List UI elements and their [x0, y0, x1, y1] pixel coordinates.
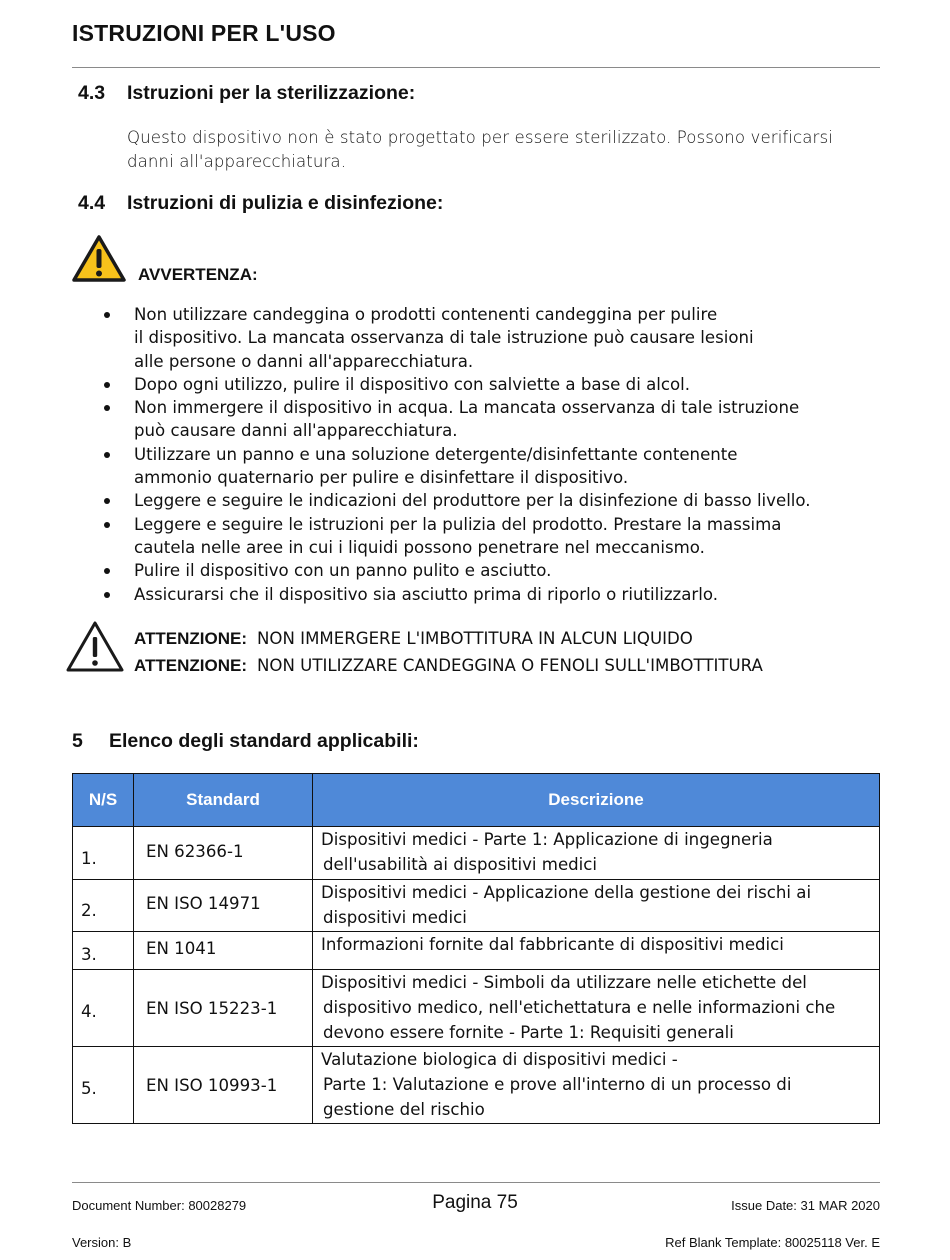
section-5-title: Elenco degli standard applicabili: [109, 730, 419, 752]
caution-text: NON IMMERGERE L'IMBOTTITURA IN ALCUN LIQUIDO [257, 629, 693, 648]
column-header-standard: Standard [134, 774, 313, 827]
list-item [104, 559, 879, 582]
section-5-number: 5 [72, 730, 83, 752]
ns-cell: 3. [73, 932, 134, 970]
standard-cell: EN ISO 14971 [134, 880, 313, 932]
description-cell [313, 970, 880, 1047]
list-item-line: cautela nelle aree in cui i liquidi possono penetrare nel meccanismo. [134, 537, 705, 557]
list-item-line: Non immergere il dispositivo in acqua. La mancata osservanza di tale istruzione [134, 398, 800, 418]
description-line: gestione del rischio [323, 1100, 485, 1119]
standard-cell: EN ISO 10993-1 [134, 1047, 313, 1124]
column-header-description: Descrizione [313, 774, 880, 827]
description-cell [313, 880, 880, 932]
bullet-icon [104, 498, 110, 504]
list-item-line: Non utilizzare candeggina o prodotti contenenti candeggina per pulire [134, 305, 718, 324]
description-line: Dispositivi medici - Applicazione della gestione dei rischi ai [321, 883, 812, 902]
description-cell [313, 932, 880, 970]
section-4-3-title: Istruzioni per la sterilizzazione: [127, 82, 416, 104]
column-header-ns: N/S [73, 774, 134, 827]
document-title: ISTRUZIONI PER L'USO [72, 20, 336, 46]
bullet-icon [104, 382, 110, 388]
ns-cell: 2. [73, 880, 134, 932]
table-row [73, 970, 880, 1047]
ns-cell: 1. [73, 827, 134, 880]
bullet-icon [104, 405, 110, 411]
description-line: dell'usabilità ai dispositivi medici [323, 855, 598, 874]
table-row [73, 1047, 880, 1124]
section-4-4-number: 4.4 [78, 192, 106, 214]
issue-date: Issue Date: 31 MAR 2020 [731, 1198, 880, 1213]
caution-triangle-outline-icon [65, 620, 125, 674]
list-item-line: il dispositivo. La mancata osservanza di tale istruzione può causare lesioni [134, 328, 754, 348]
list-item [104, 583, 879, 606]
description-line: Informazioni fornite dal fabbricante di dispositivi medici [321, 935, 784, 954]
description-cell [313, 1047, 880, 1124]
description-line: Valutazione biologica di dispositivi medici - [321, 1050, 678, 1069]
table-row [73, 880, 880, 932]
table-header-row [73, 774, 880, 827]
list-item-line: può causare danni all'apparecchiatura. [134, 421, 458, 441]
list-item-line: Dopo ogni utilizzo, pulire il dispositivo con salviette a base di alcol. [134, 374, 691, 394]
list-item-line: ammonio quaternario per pulire e disinfettare il dispositivo. [134, 468, 629, 488]
list-item-line: Leggere e seguire le indicazioni del produttore per la disinfezione di basso livello. [134, 491, 811, 511]
caution-label: ATTENZIONE: [134, 656, 248, 675]
description-cell [313, 827, 880, 880]
list-item [104, 513, 879, 560]
description-line: devono essere fornite - Parte 1: Requisiti generali [323, 1023, 734, 1042]
bullet-icon [104, 452, 110, 458]
description-line: dispositivo medico, nell'etichettatura e nelle informazioni che [323, 998, 836, 1017]
section-4-3-line: Questo dispositivo non è stato progettato per essere sterilizzato. Possono verificarsi [127, 128, 833, 147]
caution-row [134, 656, 763, 676]
footer-divider [72, 1182, 880, 1183]
section-4-3-number: 4.3 [78, 82, 106, 104]
caution-row [134, 629, 693, 649]
list-item-line: Utilizzare un panno e una soluzione detergente/disinfettante contenente [134, 444, 738, 464]
header-divider [72, 67, 880, 68]
description-line: Parte 1: Valutazione e prove all'interno di un processo di [323, 1075, 792, 1094]
bullet-icon [104, 522, 110, 528]
page-number: Pagina 75 [432, 1192, 518, 1213]
warning-triangle-yellow-icon [71, 234, 127, 284]
ns-cell: 5. [73, 1047, 134, 1124]
standard-cell: EN ISO 15223-1 [134, 970, 313, 1047]
document-number: Document Number: 80028279 [72, 1198, 247, 1213]
bullet-icon [104, 312, 110, 318]
table-row [73, 932, 880, 970]
template-reference: Ref Blank Template: 80025118 Ver. E [665, 1235, 880, 1250]
list-item [104, 373, 879, 396]
list-item-line: alle persone o danni all'apparecchiatura. [134, 351, 474, 371]
ns-cell: 4. [73, 970, 134, 1047]
caution-text: NON UTILIZZARE CANDEGGINA O FENOLI SULL'IMBOTTITURA [257, 656, 763, 675]
description-line: dispositivi medici [323, 908, 467, 927]
version: Version: B [72, 1235, 132, 1250]
section-4-4-title: Istruzioni di pulizia e disinfezione: [127, 192, 444, 214]
description-line: Dispositivi medici - Parte 1: Applicazione di ingegneria [321, 830, 773, 849]
description-line: Dispositivi medici - Simboli da utilizzare nelle etichette del [321, 973, 807, 992]
list-item-line: Assicurarsi che il dispositivo sia asciutto prima di riporlo o riutilizzarlo. [134, 584, 718, 604]
list-item-line: Leggere e seguire le istruzioni per la pulizia del prodotto. Prestare la massima [134, 514, 782, 534]
bullet-icon [104, 592, 110, 598]
standards-table [72, 773, 880, 1124]
list-item-line: Pulire il dispositivo con un panno pulito e asciutto. [134, 561, 552, 581]
list-item [104, 443, 879, 490]
table-row [73, 827, 880, 880]
list-item [104, 303, 879, 373]
standard-cell: EN 1041 [134, 932, 313, 970]
bullet-icon [104, 568, 110, 574]
list-item [104, 396, 879, 443]
list-item [104, 489, 879, 512]
cleaning-instructions-list [104, 303, 879, 606]
section-4-3-body [127, 126, 833, 173]
section-4-3-line: danni all'apparecchiatura. [127, 151, 347, 171]
standard-cell: EN 62366-1 [134, 827, 313, 880]
warning-label: AVVERTENZA: [138, 265, 258, 284]
caution-label: ATTENZIONE: [134, 629, 248, 648]
